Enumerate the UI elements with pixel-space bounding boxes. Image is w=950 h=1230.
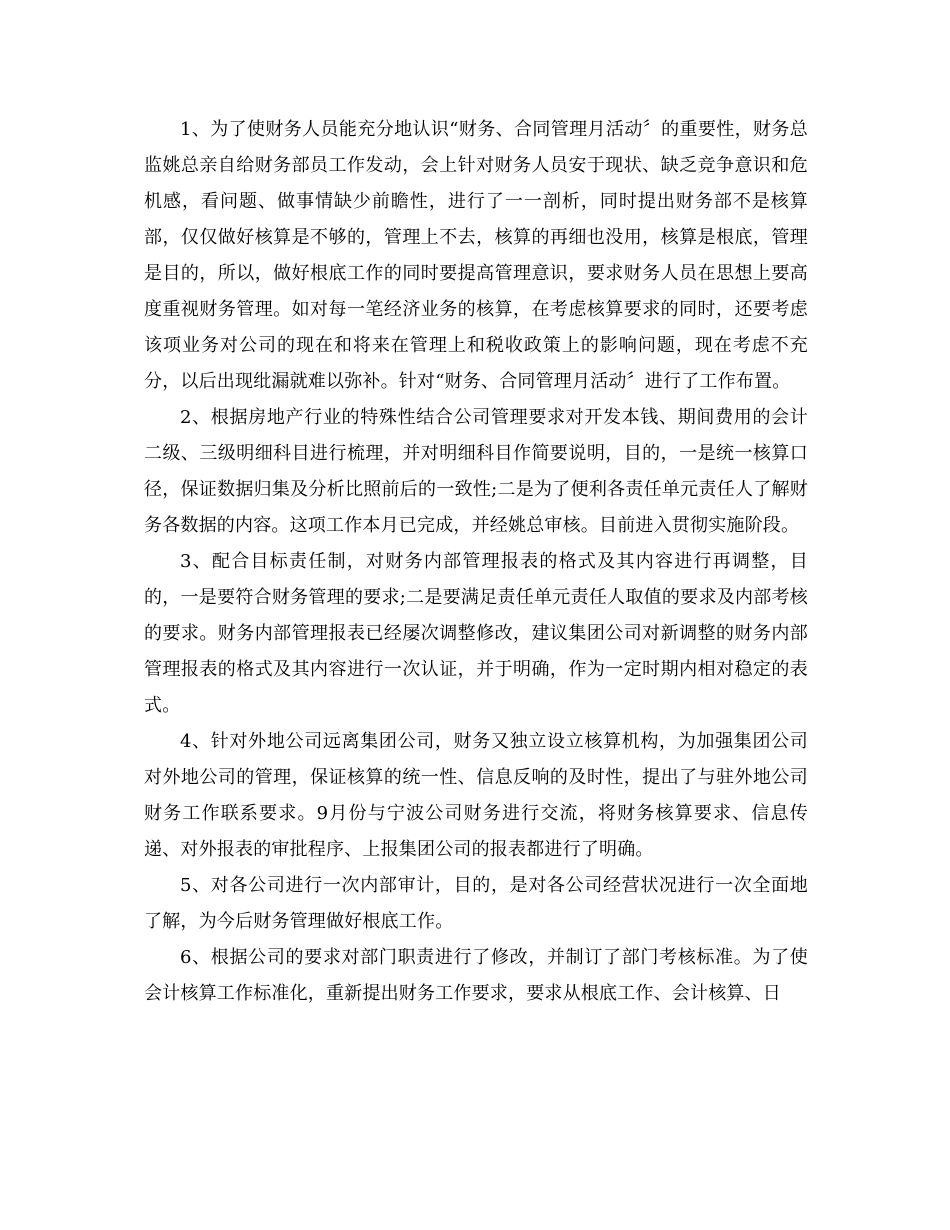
paragraph-2: 2、根据房地产行业的特殊性结合公司管理要求对开发本钱、期间费用的会计二级、三级明细科目进行梳理，并对明细科目作简要说明，目的，一是统一核算口径，保证数据归集及分析比照前后的一致性;二是为了便利各责任单元责任人了解财务各数据的内容。这项工作本月已完成，并经姚总审核。目前进入贯彻实施阶段。 xyxy=(144,407,808,536)
paragraph-6: 6、根据公司的要求对部门职责进行了修改，并制订了部门考核标准。为了使会计核算工作标准化，重新提出财务工作要求，要求从根底工作、会计核算、日 xyxy=(144,947,808,1004)
paragraph-4: 4、针对外地公司远离集团公司，财务又独立设立核算机构，为加强集团公司对外地公司的管理，保证核算的统一性、信息反响的及时性，提出了与驻外地公司财务工作联系要求。9月份与宁波公司财务进行交流，将财务核算要求、信息传递、对外报表的审批程序、上报集团公司的报表都进行了明确。 xyxy=(144,731,808,860)
paragraph-1: 1、为了使财务人员能充分地认识“财务、合同管理月活动〞的重要性，财务总监姚总亲自给财务部员工作发动，会上针对财务人员安于现状、缺乏竞争意识和危机感，看问题、做事情缺少前瞻性，进行了一一剖析，同时提出财务部不是核算部，仅仅做好核算是不够的，管理上不去，核算的再细也没用，核算是根底，管理是目的，所以，做好根底工作的同时要提高管理意识，要求财务人员在思想上要高度重视财务管理。如对每一笔经济业务的核算，在考虑核算要求的同时，还要考虑该项业务对公司的现在和将来在管理上和税收政策上的影响问题，现在考虑不充分，以后出现纰漏就难以弥补。针对“财务、合同管理月活动〞进行了工作布置。 xyxy=(144,119,808,392)
paragraph-5: 5、对各公司进行一次内部审计，目的，是对各公司经营状况进行一次全面地了解，为今后财务管理做好根底工作。 xyxy=(144,875,808,932)
document-body xyxy=(144,112,808,1012)
paragraph-3: 3、配合目标责任制，对财务内部管理报表的格式及其内容进行再调整，目的，一是要符合财务管理的要求;二是要满足责任单元责任人取值的要求及内部考核的要求。财务内部管理报表已经屡次调整修改，建议集团公司对新调整的财务内部管理报表的格式及其内容进行一次认证，并于明确，作为一定时期内相对稳定的表式。 xyxy=(144,551,808,716)
